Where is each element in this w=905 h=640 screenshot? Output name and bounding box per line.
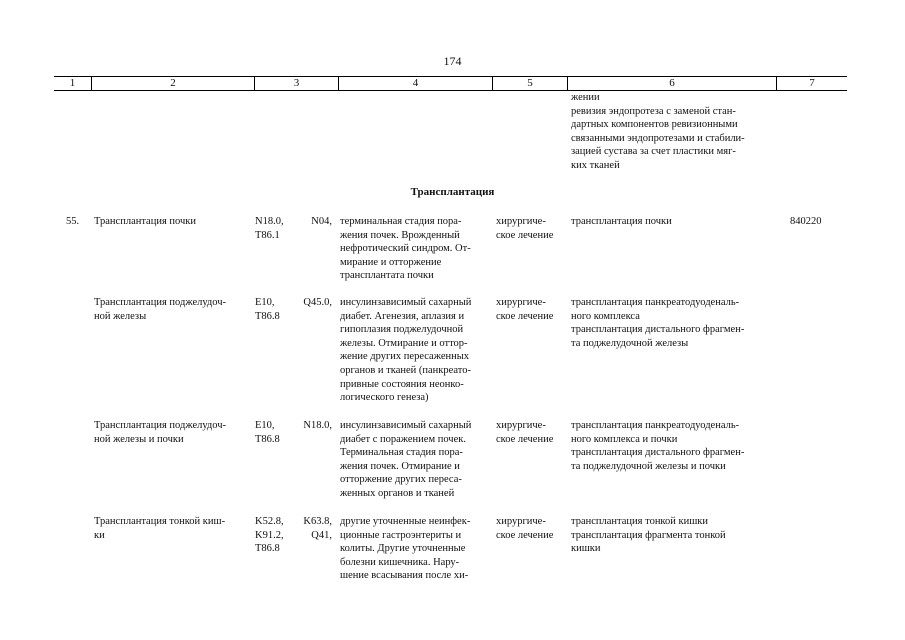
icd-codes-right — [290, 419, 332, 433]
text-line: Терминальная стадия пора- — [340, 447, 463, 459]
icd-codes — [255, 419, 280, 446]
text-line: инсулинзависимый сахарный — [340, 420, 472, 431]
header-col-1: 1 — [69, 77, 76, 89]
treatment-type — [496, 296, 553, 323]
treatment-method — [571, 419, 771, 473]
text-line: ское лечение — [496, 229, 554, 241]
text-line: логического генеза) — [340, 392, 429, 404]
patient-model — [340, 215, 490, 283]
text-line: терминальная стадия пора- — [340, 216, 462, 227]
text-line: жения почек. Отмирание и — [340, 460, 460, 472]
text-line: хирургиче- — [496, 216, 546, 227]
text-line: колиты. Другие уточненные — [340, 543, 466, 555]
text-line: инсулинзависимый сахарный — [340, 297, 472, 308]
text-line: трансплантация панкреатодуоденаль- — [571, 297, 740, 308]
text-line: Трансплантация почки — [94, 216, 197, 227]
text-line: ки — [94, 529, 105, 541]
text-line: дартных компонентов ревизионными — [571, 119, 738, 131]
header-col-4: 4 — [412, 77, 419, 89]
text-line: Трансплантация поджелудоч- — [94, 420, 227, 431]
text-line: Q45.0, — [303, 297, 332, 308]
text-line: шение всасывания после хи- — [340, 570, 469, 582]
treatment-type — [496, 215, 553, 242]
text-line: хирургиче- — [496, 420, 546, 431]
continuation-method — [571, 91, 771, 173]
cost-value: 840220 — [790, 216, 822, 227]
section-title: Трансплантация — [410, 186, 495, 198]
text-line: K91.2, — [255, 529, 284, 541]
text-line: другие уточненные неинфек- — [340, 516, 471, 527]
text-line: трансплантация дистального фрагмен- — [571, 447, 745, 459]
header-col-5: 5 — [527, 77, 533, 89]
text-line: гипоплазия поджелудочной — [340, 324, 464, 336]
text-line: органов и тканей (панкреато- — [340, 364, 471, 376]
text-line: ного комплекса — [571, 310, 640, 322]
icd-codes-right — [290, 296, 332, 310]
text-line: N18.0, — [303, 420, 332, 431]
text-line: жение других пересаженных — [340, 351, 470, 363]
text-line: ного комплекса и почки — [571, 433, 678, 445]
text-line: Трансплантация тонкой киш- — [94, 516, 226, 527]
text-line: ревизия эндопротеза с заменой стан- — [571, 105, 736, 117]
text-line: ское лечение — [496, 529, 554, 541]
row-number: 55. — [66, 216, 80, 227]
text-line: ной железы и почки — [94, 433, 184, 445]
treatment-type — [496, 419, 553, 446]
page-number: 174 — [443, 54, 462, 68]
text-line: болезни кишечника. Нару- — [340, 556, 460, 568]
text-line: трансплантация дистального фрагмен- — [571, 324, 745, 336]
text-line: та поджелудочной железы — [571, 337, 689, 349]
text-line: ское лечение — [496, 433, 554, 445]
text-line: трансплантация тонкой кишки — [571, 516, 709, 527]
text-line: женных органов и тканей — [340, 487, 455, 499]
treatment-method — [571, 515, 771, 556]
text-line: Трансплантация поджелудоч- — [94, 297, 227, 308]
text-line: привные состояния неонко- — [340, 378, 464, 390]
text-line: железы. Отмирание и оттор- — [340, 337, 468, 349]
icd-codes — [255, 215, 284, 242]
text-line: N04, — [311, 216, 332, 227]
text-line: жении — [571, 92, 600, 103]
text-line: K52.8, — [255, 516, 284, 527]
text-line: ское лечение — [496, 310, 554, 322]
procedure-name — [94, 515, 246, 542]
icd-codes — [255, 515, 284, 556]
text-line: T86.8 — [255, 310, 280, 322]
text-line: E10, — [255, 420, 275, 431]
header-col-2: 2 — [170, 77, 176, 89]
header-col-3: 3 — [293, 77, 300, 89]
text-line: K63.8, — [303, 516, 332, 527]
text-line: T86.1 — [255, 229, 280, 241]
text-line: трансплантация фрагмента тонкой — [571, 529, 726, 541]
text-line: жения почек. Врожденный — [340, 229, 460, 241]
icd-codes-right — [290, 215, 332, 229]
text-line: Q41, — [311, 529, 332, 541]
text-line: хирургиче- — [496, 297, 546, 308]
text-line: отторжение других переса- — [340, 474, 462, 486]
text-line: мирание и отторжение — [340, 256, 442, 268]
text-line: N18.0, — [255, 216, 284, 227]
procedure-name — [94, 215, 246, 229]
patient-model — [340, 515, 490, 583]
patient-model — [340, 296, 490, 405]
text-line: ционные гастроэнтериты и — [340, 529, 462, 541]
text-line: E10, — [255, 297, 275, 308]
treatment-method — [571, 215, 771, 229]
text-line: зацией сустава за счет пластики мяг- — [571, 146, 736, 158]
treatment-type — [496, 515, 553, 542]
text-line: трансплантация панкреатодуоденаль- — [571, 420, 740, 431]
text-line: T86.8 — [255, 543, 280, 555]
icd-codes — [255, 296, 280, 323]
header-col-6: 6 — [669, 77, 675, 89]
table-header — [54, 76, 847, 91]
text-line: кишки — [571, 543, 601, 555]
treatment-method — [571, 296, 771, 350]
text-line: ких тканей — [571, 159, 620, 171]
text-line: ной железы — [94, 310, 147, 322]
text-line: T86.8 — [255, 433, 280, 445]
text-line: трансплантата почки — [340, 270, 434, 282]
text-line: диабет. Агенезия, аплазия и — [340, 310, 465, 322]
text-line: связанными эндопротезами и стабили- — [571, 132, 745, 144]
icd-codes-right — [290, 515, 332, 542]
text-line: диабет с поражением почек. — [340, 433, 466, 445]
procedure-name — [94, 296, 246, 323]
text-line: нефротический синдром. От- — [340, 243, 471, 255]
header-col-7: 7 — [809, 77, 815, 89]
text-line: хирургиче- — [496, 516, 546, 527]
patient-model — [340, 419, 490, 501]
procedure-name — [94, 419, 246, 446]
text-line: та поджелудочной железы и почки — [571, 460, 726, 472]
text-line: трансплантация почки — [571, 216, 672, 227]
